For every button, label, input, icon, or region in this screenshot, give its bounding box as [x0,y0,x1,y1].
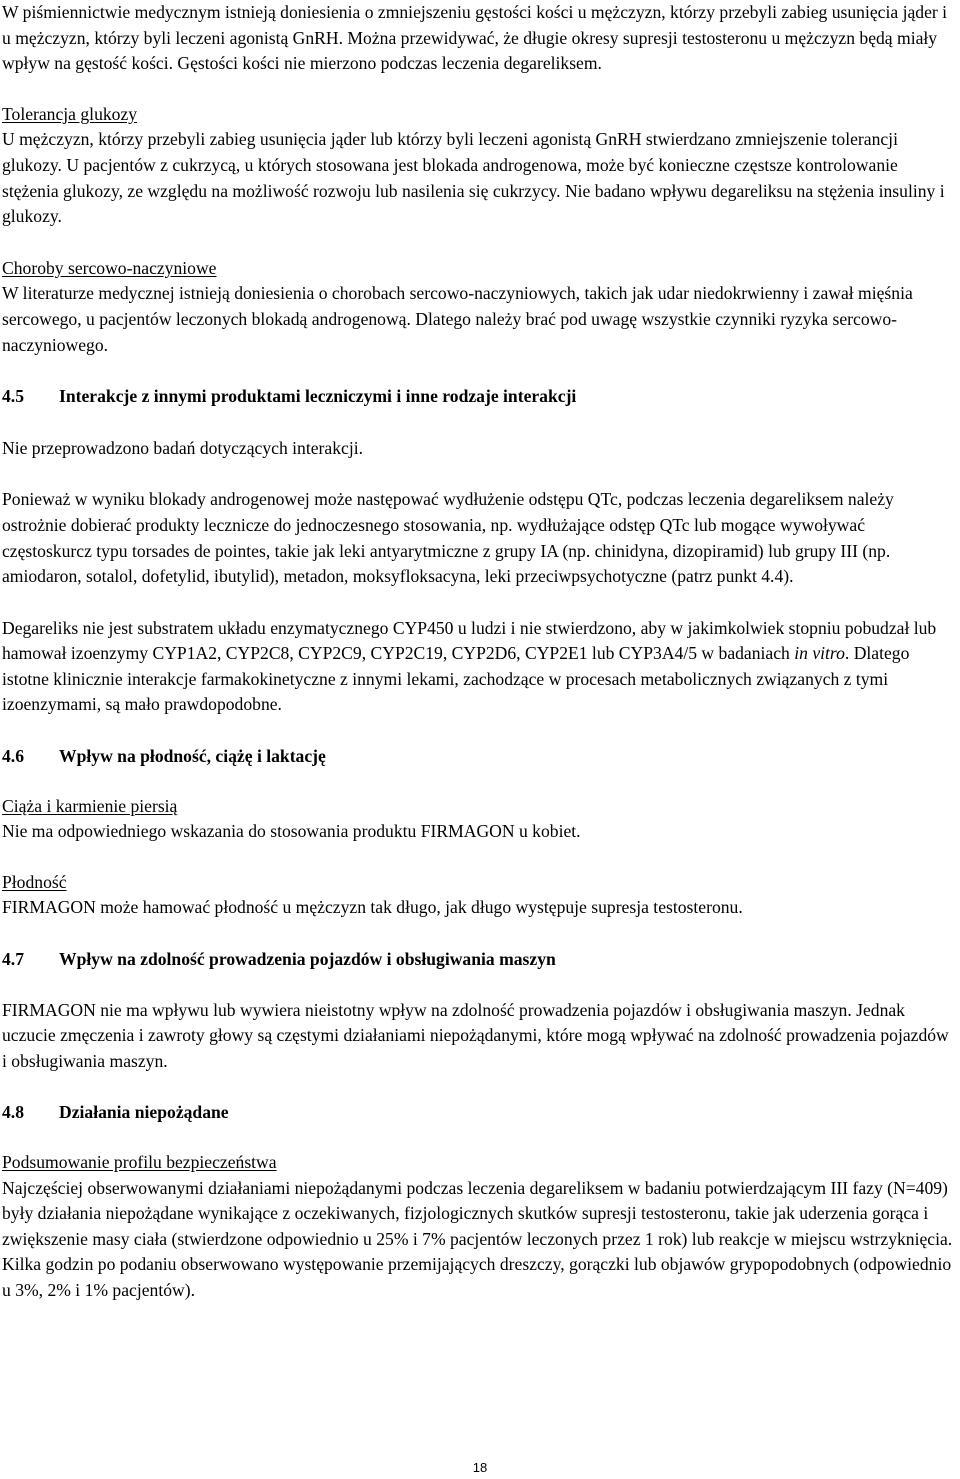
section-4-5-heading [2,384,957,410]
fertility-heading: Płodność [2,871,67,892]
section-title: Działania niepożądane [59,1102,229,1123]
cardio-paragraph: W literaturze medycznej istnieją doniesienia o chorobach sercowo-naczyniowych, takich jak udar niedokrwienny i zawał mięśnia sercowego, u pacjentów leczonych blokadą androgenową. Dlatego należy brać pod uwagę wszystkie czynniki ryzyka sercowo-naczyniowego. [2,283,913,355]
section-number: 4.6 [2,746,24,767]
cardio-heading: Choroby sercowo-naczyniowe [2,257,217,278]
interactions-paragraph-2: Ponieważ w wyniku blokady androgenowej może następować wydłużenie odstępu QTc, podczas leczenia degareliksem należy ostrożnie dobierać produkty lecznicze do jednoczesnego stosowania, np. wydłużające odstęp QTc lub mogące wywoływać częstoskurcz typu torsades de pointes, takie jak leki antyarytmiczne z grupy IA (np. chinidyna, dizopiramid) lub grupy III (np. amiodaron, sotalol, dofetylid, ibutylid), metadon, moksyfloksacyna, leki przeciwpsychotyczne (patrz punkt 4.4). [2,489,894,587]
driving-paragraph: FIRMAGON nie ma wpływu lub wywiera nieistotny wpływ na zdolność prowadzenia pojazdów i obsługiwania maszyn. Jednak uczucie zmęczenia i zawroty głowy są częstymi działaniami niepożądanymi, które mogą wpływać na zdolność prowadzenia pojazdów i obsługiwania maszyn. [2,999,949,1071]
document-page [2,0,957,1304]
section-4-8-heading [2,1100,957,1126]
section-number: 4.7 [2,949,24,970]
section-title: Wpływ na zdolność prowadzenia pojazdów i obsługiwania maszyn [59,949,556,970]
glucose-paragraph: U mężczyzn, którzy przebyli zabieg usunięcia jąder lub którzy byli leczeni agonistą GnRH stwierdzano zmniejszenie tolerancji glukozy. U pacjentów z cukrzycą, u których stosowana jest blokada androgenowa, może być konieczne częstsze kontrolowanie stężenia glukozy, ze względu na możliwość rozwoju lub nasilenia się cukrzycy. Nie badano wpływu degareliksu na stężenia insuliny i glukozy. [2,129,945,227]
section-title: Wpływ na płodność, ciążę i laktację [59,746,326,767]
page-number: 18 [472,1460,488,1475]
intro-paragraph: W piśmiennictwie medycznym istnieją doniesienia o zmniejszeniu gęstości kości u mężczyzn, którzy przebyli zabieg usunięcia jąder i u mężczyzn, którzy byli leczeni agonistą GnRH. Można przewidywać, że długie okresy supresji testosteronu u mężczyzn będą miały wpływ na gęstość kości. Gęstości kości nie mierzono podczas leczenia degareliksem. [2,2,948,74]
section-number: 4.8 [2,1102,24,1123]
fertility-paragraph: FIRMAGON może hamować płodność u mężczyzn tak długo, jak długo występuje supresja testosteronu. [2,897,743,918]
interactions-paragraph-1: Nie przeprowadzono badań dotyczących interakcji. [2,437,363,458]
interactions-paragraph-3: Degareliks nie jest substratem układu enzymatycznego CYP450 u ludzi i nie stwierdzono, aby w jakimkolwiek stopniu pobudzał lub hamował izoenzymy CYP1A2, CYP2C8, CYP2C9, CYP2C19, CYP2D6, CYP2E1 lub CYP3A4/5 w badaniach in vitro. Dlatego istotne klinicznie interakcje farmakokinetyczne z innymi lekami, zachodzące w procesach metabolicznych związanych z tymi izoenzymami, są mało prawdopodobne. [2,617,937,715]
safety-summary-heading: Podsumowanie profilu bezpieczeństwa [2,1152,277,1172]
section-title: Interakcje z innymi produktami leczniczymi i inne rodzaje interakcji [59,386,577,407]
safety-summary-paragraph: Najczęściej obserwowanymi działaniami niepożądanymi podczas leczenia degareliksem w badaniu potwierdzającym III fazy (N=409) były działania niepożądane wynikające z oczekiwanych, fizjologicznych skutków supresji testosteronu, takie jak uderzenia gorąca i zwiększenie masy ciała (stwierdzone odpowiednio u 25% i 7% pacjentów leczonych przez 1 rok) lub reakcje w miejscu wstrzyknięcia. Kilka godzin po podaniu obserwowano występowanie przemijających dreszczy, gorączki lub objawów grypopodobnych (odpowiednio u 3%, 2% i 1% pacjentów). [2,1177,953,1300]
pregnancy-paragraph: Nie ma odpowiedniego wskazania do stosowania produktu FIRMAGON u kobiet. [2,821,581,842]
section-4-6-heading [2,744,957,770]
pregnancy-heading: Ciąża i karmienie piersią [2,795,178,816]
section-4-7-heading [2,947,957,973]
section-number: 4.5 [2,386,24,407]
glucose-heading: Tolerancja glukozy [2,103,138,124]
